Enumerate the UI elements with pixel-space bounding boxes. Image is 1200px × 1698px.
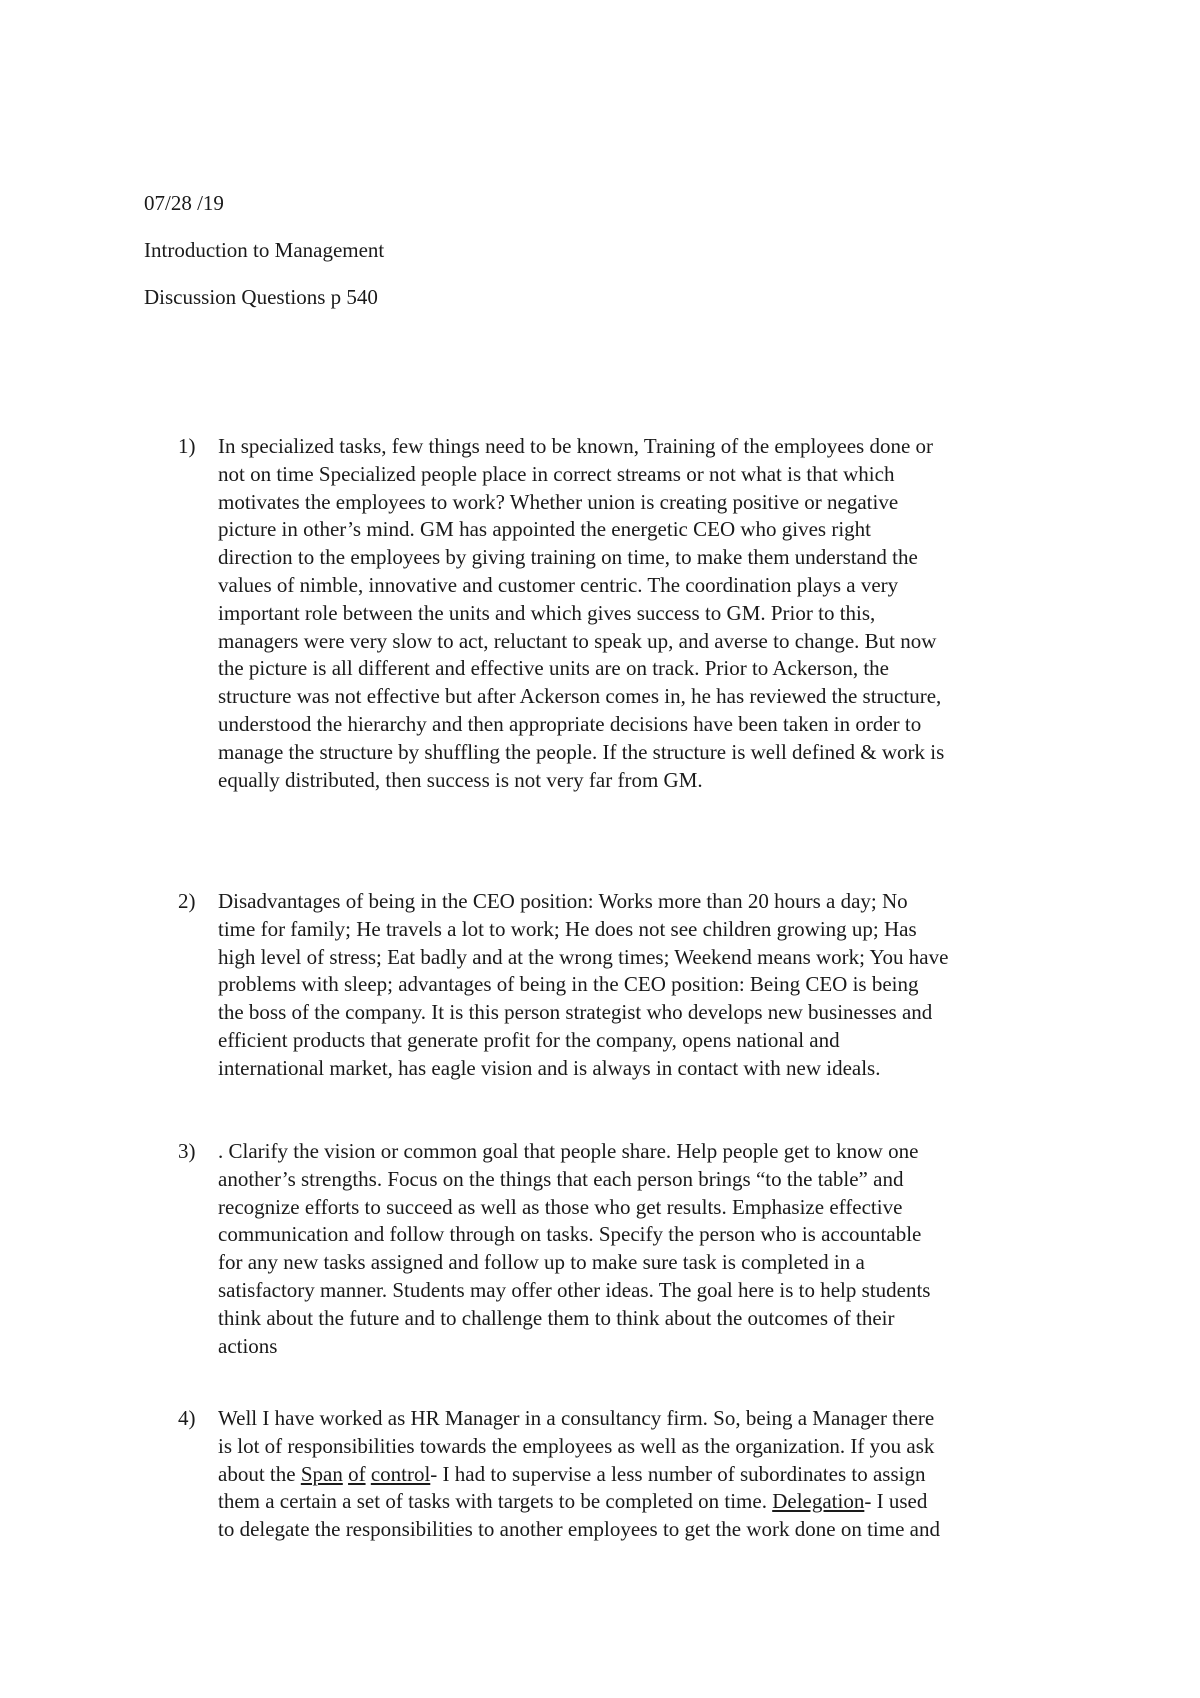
question-answer-text	[218, 888, 948, 1083]
answer-line: another’s strengths. Focus on the things that each person brings “to the table” and	[218, 1166, 904, 1191]
answer-line: think about the future and to challenge them to think about the outcomes of their	[218, 1305, 895, 1330]
answer-line: managers were very slow to act, reluctant to speak up, and averse to change. But now	[218, 628, 937, 653]
answer-line: for any new tasks assigned and follow up to make sure task is completed in a	[218, 1250, 865, 1275]
answer-line: picture in other’s mind. GM has appointed the energetic CEO who gives right	[218, 517, 872, 542]
question-answer-text	[218, 1138, 930, 1360]
answer-line: important role between the units and which gives success to GM. Prior to this,	[218, 600, 876, 625]
answer-line: international market, has eagle vision and is always in contact with new ideals.	[218, 1055, 881, 1080]
answer-line: not on time Specialized people place in correct streams or not what is that which	[218, 461, 895, 486]
answer-line: manage the structure by shuffling the people. If the structure is well defined & work is	[218, 739, 945, 764]
answer-line: communication and follow through on tasks. Specify the person who is accountable	[218, 1222, 922, 1247]
answer-line: direction to the employees by giving training on time, to make them understand the	[218, 545, 918, 570]
question-number: 4)	[178, 1406, 196, 1430]
term-span: Span	[300, 1461, 343, 1486]
answer-line: time for family; He travels a lot to work; He does not see children growing up; Has	[218, 916, 917, 941]
answer-line: structure was not effective but after Ackerson comes in, he has reviewed the structure,	[218, 684, 942, 709]
answer-line: problems with sleep; advantages of being in the CEO position: Being CEO is being	[218, 972, 919, 997]
answer-line: efficient products that generate profit for the company, opens national and	[218, 1027, 840, 1052]
answer-line: the picture is all different and effective units are on track. Prior to Ackerson, the	[218, 656, 889, 681]
question-answer-text	[218, 1405, 940, 1544]
answer-text-fragment: about the	[218, 1461, 301, 1486]
answer-text-fragment: them a certain a set of tasks with targets to be completed on time.	[218, 1489, 773, 1514]
answer-line: satisfactory manner. Students may offer other ideas. The goal here is to help students	[218, 1277, 931, 1302]
answer-line: equally distributed, then success is not very far from GM.	[218, 767, 703, 792]
answer-line	[218, 1461, 940, 1489]
term-of: of	[348, 1461, 366, 1486]
term-control: control	[370, 1461, 431, 1486]
question-number: 2)	[178, 889, 196, 913]
answer-line: Disadvantages of being in the CEO position: Works more than 20 hours a day; No	[218, 889, 908, 913]
question-number: 3)	[178, 1139, 196, 1163]
answer-line: high level of stress; Eat badly and at the wrong times; Weekend means work; You have	[218, 944, 949, 969]
answer-line: actions	[218, 1333, 278, 1358]
answer-line: to delegate the responsibilities to another employees to get the work done on time and	[218, 1517, 940, 1542]
question-answer-text	[218, 433, 944, 794]
answer-line: recognize efforts to succeed as well as those who get results. Emphasize effective	[218, 1194, 903, 1219]
answer-line: motivates the employees to work? Whether union is creating positive or negative	[218, 489, 899, 514]
question-number: 1)	[178, 434, 196, 458]
answer-line	[218, 1488, 940, 1516]
answer-line: Well I have worked as HR Manager in a consultancy firm. So, being a Manager there	[218, 1406, 935, 1430]
term-delegation: Delegation	[772, 1489, 865, 1514]
answer-line: . Clarify the vision or common goal that people share. Help people get to know one	[218, 1139, 919, 1163]
answer-line: values of nimble, innovative and customer centric. The coordination plays a very	[218, 572, 899, 597]
answer-line: is lot of responsibilities towards the employees as well as the organization. If you ask	[218, 1433, 935, 1458]
course-title: Introduction to Management	[144, 238, 385, 262]
answer-text-fragment: - I had to supervise a less number of subordinates to assign	[430, 1461, 926, 1486]
answer-line: In specialized tasks, few things need to be known, Training of the employees done or	[218, 434, 934, 458]
assignment-subtitle: Discussion Questions p 540	[144, 285, 378, 309]
answer-line: understood the hierarchy and then appropriate decisions have been taken in order to	[218, 711, 922, 736]
answer-text-fragment: - I used	[864, 1489, 928, 1514]
answer-line: the boss of the company. It is this person strategist who develops new businesses and	[218, 1000, 933, 1025]
document-date: 07/28 /19	[144, 191, 224, 215]
